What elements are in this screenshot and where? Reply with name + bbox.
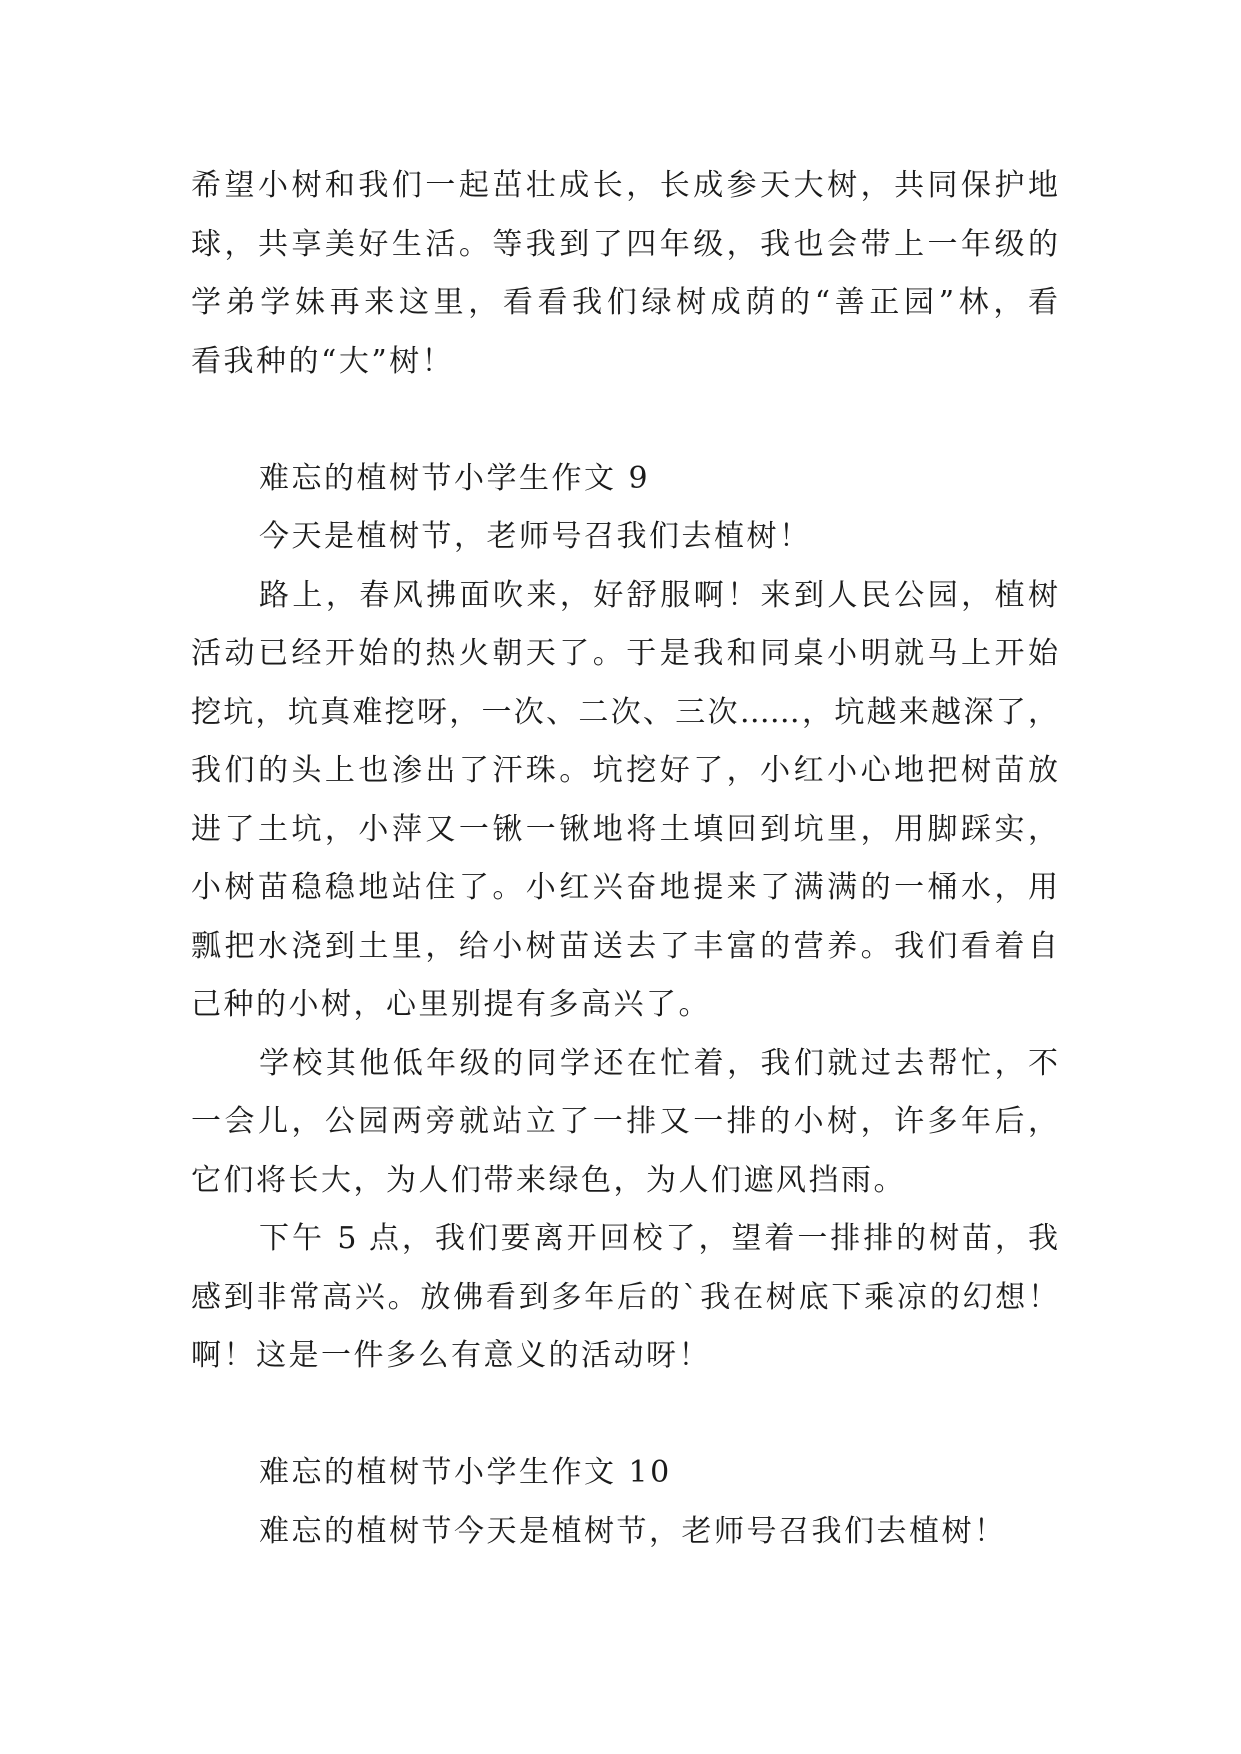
text-line: 啊！这是一件多么有意义的活动呀！ (191, 1338, 711, 1373)
text-line: 看我种的“大”树！ (191, 343, 455, 379)
text-line: 进了土坑，小萍又一锹一锹地将土填回到坑里，用脚踩实， (191, 811, 1058, 847)
text-line: 今天是植树节，老师号召我们去植树！ (259, 519, 812, 554)
text-line: 瓢把水浇到土里，给小树苗送去了丰富的营养。我们看着自 (191, 928, 1058, 964)
blank-line (191, 391, 1058, 450)
text-line: 一会儿，公园两旁就站立了一排又一排的小树，许多年后， (191, 1104, 1058, 1139)
text-line: 学校其他低年级的同学还在忙着，我们就过去帮忙，不 (259, 1045, 1058, 1081)
text-line: 球，共享美好生活。等我到了四年级，我也会带上一年级的 (191, 226, 1058, 262)
essay-9 (191, 450, 1058, 1386)
paragraph (191, 1035, 1058, 1211)
text-line: 学弟学妹再来这里，看看我们绿树成荫的“善正园”林，看 (191, 285, 1058, 320)
text-line: 活动已经开始的热火朝天了。于是我和同桌小明就马上开始 (191, 636, 1058, 671)
paragraph-continuation (191, 157, 1058, 391)
text-line: 挖坑，坑真难挖呀，一次、二次、三次……，坑越来越深了， (191, 694, 1058, 730)
text-line: 希望小树和我们一起茁壮成长，长成参天大树，共同保护地 (191, 168, 1058, 203)
blank-line (191, 1386, 1058, 1445)
text-line: 难忘的植树节今天是植树节，老师号召我们去植树！ (259, 1513, 1007, 1549)
text-line: 它们将长大，为人们带来绿色，为人们遮风挡雨。 (191, 1162, 906, 1198)
paragraph (191, 508, 1058, 567)
paragraph (191, 1503, 1058, 1562)
text-line: 路上，春风拂面吹来，好舒服啊！来到人民公园，植树 (259, 577, 1058, 613)
essay-10 (191, 1444, 1058, 1561)
text-line: 感到非常高兴。放佛看到多年后的`我在树底下乘凉的幻想！ (191, 1279, 1058, 1315)
text-line: 下午 5 点，我们要离开回校了，望着一排排的树苗，我 (259, 1221, 1058, 1256)
essay-title: 难忘的植树节小学生作文 9 (259, 460, 651, 496)
document-body (191, 157, 1058, 1561)
paragraph (191, 1210, 1058, 1386)
text-line: 己种的小树，心里别提有多高兴了。 (191, 987, 711, 1022)
paragraph (191, 567, 1058, 1035)
text-line: 我们的头上也渗出了汗珠。坑挖好了，小红小心地把树苗放 (191, 753, 1058, 788)
text-line: 小树苗稳稳地站住了。小红兴奋地提来了满满的一桶水，用 (191, 870, 1058, 905)
essay-title: 难忘的植树节小学生作文 10 (259, 1455, 672, 1490)
